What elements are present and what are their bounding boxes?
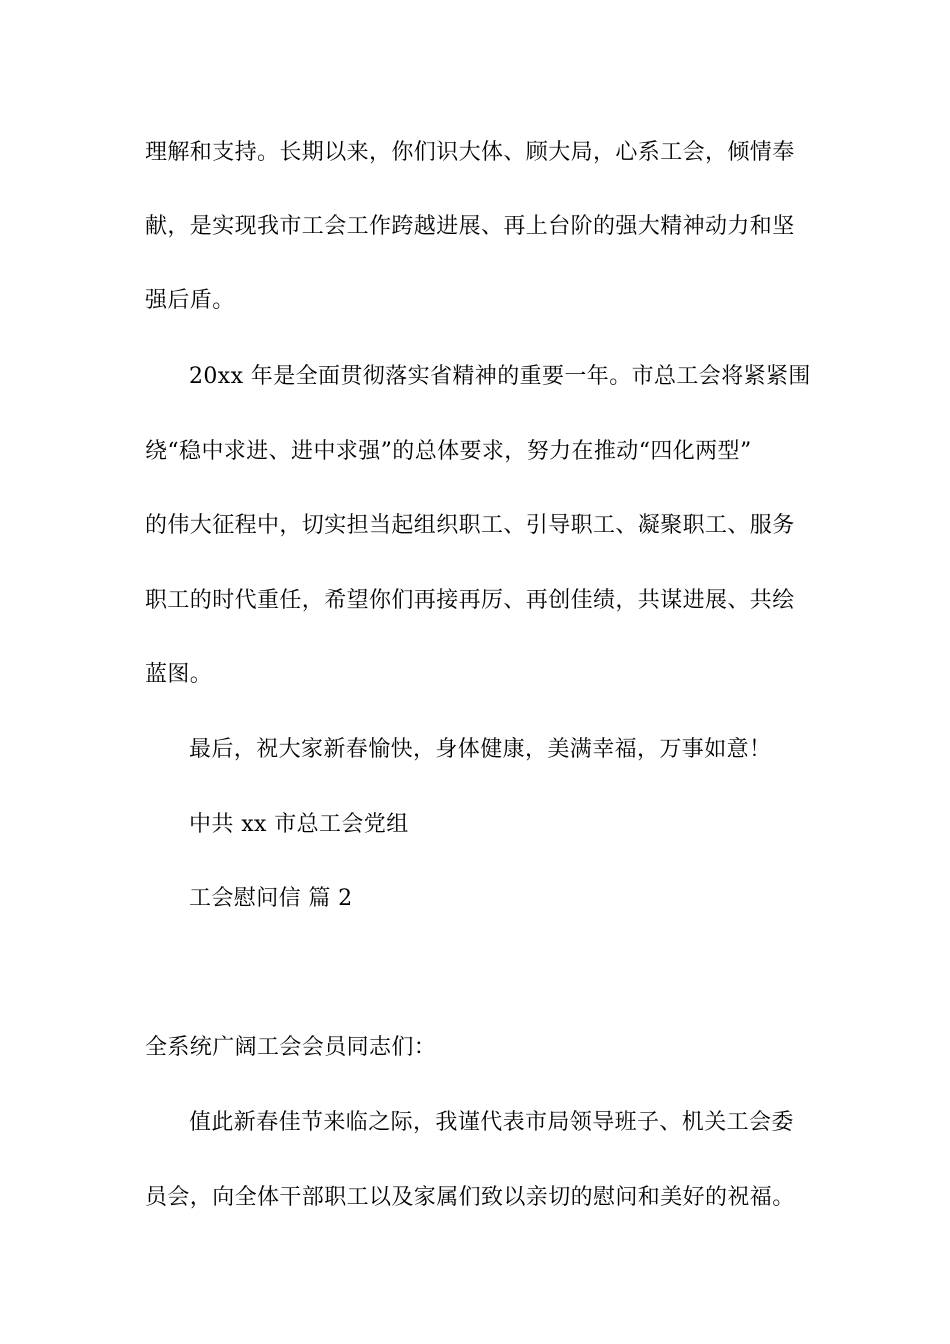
paragraph-line: 员会，向全体干部职工以及家属们致以亲切的慰问和美好的祝福。 [145,1185,795,1210]
paragraph-line: 值此新春佳节来临之际，我谨代表市局领导班子、机关工会委 [189,1110,794,1135]
salutation: 全系统广阔工会会员同志们： [145,1035,437,1060]
paragraph-line: 献，是实现我市工会工作跨越进展、再上台阶的强大精神动力和坚 [145,214,795,239]
paragraph-line: 的伟大征程中，切实担当起组织职工、引导职工、凝聚职工、服务 [145,513,795,538]
closing-wish: 最后，祝大家新春愉快，身体健康，美满幸福，万事如意！ [189,737,772,762]
paragraph-line: 职工的时代重任，希望你们再接再厉、再创佳绩，共谋进展、共绘 [145,588,795,613]
signature-organization: 中共 xx 市总工会党组 [189,812,409,837]
paragraph-line: 蓝图。 [145,662,213,687]
paragraph-line: 绕“稳中求进、进中求强”的总体要求，努力在推动“四化两型” [145,439,752,464]
paragraph-line: 理解和支持。长期以来，你们识大体、顾大局，心系工会，倾情奉 [145,140,795,165]
paragraph-line: 强后盾。 [145,288,235,313]
section-heading: 工会慰问信 篇 2 [189,886,353,911]
paragraph-line: 20xx 年是全面贯彻落实省精神的重要一年。市总工会将紧紧围 [189,364,811,389]
